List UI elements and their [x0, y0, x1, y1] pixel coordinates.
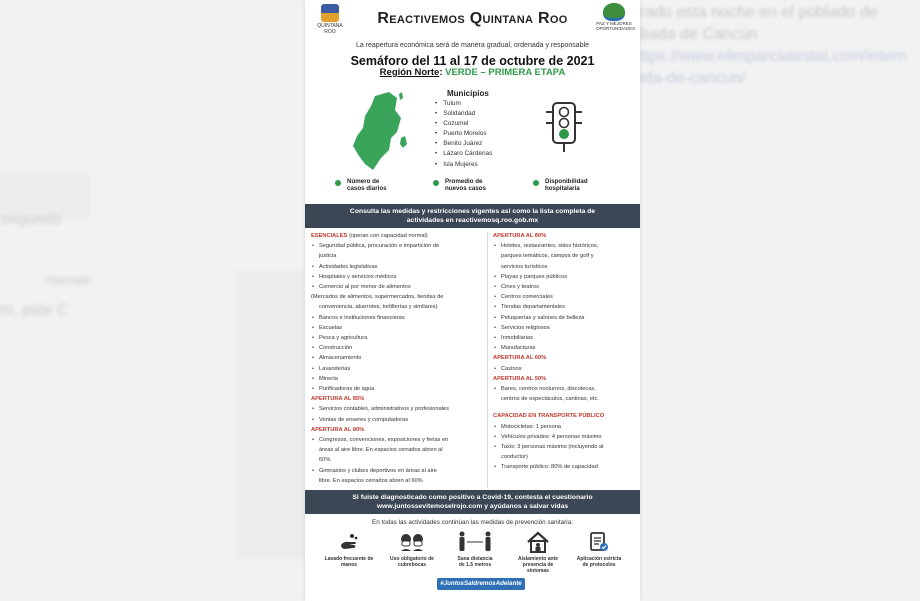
indicator-daily-cases: Número de casos diarios: [347, 178, 387, 192]
list-item: • Comercio al por menor de alimentos: [311, 282, 483, 292]
region-map-icon: [345, 88, 420, 178]
list-item: conductor): [501, 454, 528, 461]
column-divider: [487, 232, 488, 488]
blurred-background-left: [0, 0, 305, 601]
list-item: • Seguridad pública, procuración e impartición de: [311, 241, 483, 251]
list-item: (Mercados de alimentos, supermercados, tiendas de: [311, 294, 444, 301]
left-activities-column: ESENCIALES (operan con capacidad normal) • Seguridad pública, procuración e impartición de justicia • Actividades legislativas • Hospitales y servicios médicos • Comercio al por menor de alimentos (Mercados de alimentos, supermercados, tiendas de conveniencia, abarrotes, tortillerías y similares) • Bancos e instituciones financieras • Escuelas • Pesca y agricultura • Construcción • Almacenamiento • Lavanderías • Minería • Purificadoras de agua APERTURA AL 85% • Servicios contables, administrativos y profesionales • Ventas de enseres y computadoras APERTURA AL 80% • Congresos, convenciones, exposiciones y ferias en áreas al aire libre. En espacios cerrados abren al 60% • Gimnasios y clubes deportivos en áreas al aire libre. En espacios cerrados abren al 60%: [311, 231, 483, 486]
bg-link[interactable]: ida-de-cancun/: [640, 70, 746, 87]
section-heading: CAPACIDAD EN TRANSPORTE PÚBLICO: [493, 413, 605, 420]
bg-text: bada de Cancún: [640, 26, 758, 43]
list-item: • Transporte público: 80% de capacidad: [493, 462, 633, 472]
list-item: • Manufacturas: [493, 343, 633, 353]
indicator-hospital: Disponibilidad hospitalaria: [545, 178, 588, 192]
section-heading: ESENCIALES: [311, 233, 348, 239]
bg-text: segundo: [0, 211, 62, 228]
municipios-title: Municipios: [447, 89, 489, 98]
section-heading: APERTURA AL 60%: [493, 355, 547, 362]
prevention-item: Sana distancia de 1.5 metros: [445, 531, 505, 569]
house-icon: [526, 531, 550, 553]
list-item: • Hoteles, restaurantes, sitios históricos,: [493, 241, 633, 251]
bg-text: rado esta noche en el poblado de: [640, 4, 878, 21]
list-item: • Actividades legislativas: [311, 262, 483, 272]
checklist-icon: [588, 531, 610, 553]
list-item: • Cines y teatros: [493, 282, 633, 292]
list-item: • Puerto Morelos: [435, 129, 492, 139]
list-item: • Ventas de enseres y computadoras: [311, 415, 483, 425]
list-item: • Pesca y agricultura: [311, 333, 483, 343]
poster-subtitle: La reapertura económica será de manera gradual, ordenada y responsable: [355, 42, 590, 49]
list-item: centros de espectáculos, cantinas, etc.: [501, 396, 600, 403]
traffic-light-icon: [545, 102, 583, 154]
section-heading: APERTURA AL 80%: [493, 233, 547, 239]
prevention-item: Aislamiento ante presencia de síntomas: [508, 531, 568, 574]
hashtag-badge: #JuntosSaldremosAdelante: [437, 578, 525, 590]
covid-questionnaire-banner: Si fuiste diagnosticado como positivo a Covid-19, contesta el cuestionario www.juntossevitemoselrojo.com y ayúdanos a salvar vidas: [305, 490, 640, 514]
region-status: Región Norte: VERDE – PRIMERA ETAPA: [379, 67, 566, 78]
bg-link[interactable]: ttps://www.elimparcialestal.com/intern: [640, 48, 907, 65]
right-activities-column: [493, 231, 633, 473]
list-item: • Minería: [311, 374, 483, 384]
list-item: 60%: [319, 457, 331, 464]
poster: [305, 0, 640, 601]
section-heading: APERTURA AL 80%: [311, 426, 365, 433]
blurred-background-right: [640, 0, 920, 120]
list-item: • Escuelas: [311, 323, 483, 333]
paz-oportunidades-logo: PAZ Y MEJORES OPORTUNIDADES: [596, 3, 632, 35]
list-item: • Tiendas departamentales: [493, 302, 633, 312]
list-item: • Servicios religiosos: [493, 323, 633, 333]
handwash-icon: [338, 531, 360, 553]
list-item: áreas al aire libre. En espacios cerrados abren al: [319, 447, 443, 454]
list-item: • Centros comerciales: [493, 292, 633, 302]
list-item: • Casinos: [493, 364, 633, 374]
face-mask-icon: [399, 531, 425, 553]
poster-title: Reactivemos Quintana Roo: [377, 10, 568, 27]
list-item: • Almacenamiento: [311, 353, 483, 363]
section-heading: APERTURA AL 50%: [493, 375, 547, 382]
list-item: • Gimnasios y clubes deportivos en áreas al aire: [311, 466, 483, 476]
prevention-item: Lavado frecuente de manos: [319, 531, 379, 569]
list-item: • Benito Juárez: [435, 139, 492, 149]
list-item: • Bancos e instituciones financieras: [311, 313, 483, 323]
list-item: • Servicios contables, administrativos y profesionales: [311, 404, 483, 414]
list-item: • Lázaro Cárdenas: [435, 149, 492, 159]
list-item: • Tulum: [435, 99, 492, 109]
region-color: VERDE – PRIMERA ETAPA: [445, 67, 566, 78]
semaforo-date: Semáforo del 11 al 17 de octubre de 2021: [350, 54, 595, 68]
list-item: • Hospitales y servicios médicos: [311, 272, 483, 282]
municipios-list: [435, 99, 492, 170]
list-item: • Isla Mujeres: [435, 160, 492, 170]
list-item: • Lavanderías: [311, 364, 483, 374]
list-item: parques temáticos, campos de golf y: [501, 253, 594, 260]
prevention-item: Uso obligatorio de cubrebocas: [382, 531, 442, 569]
prevention-title: En todas las actividades continúan las medidas de prevención sanitaria:: [372, 519, 573, 526]
list-item: • Peluquerías y salones de belleza: [493, 313, 633, 323]
list-item: • Purificadoras de agua: [311, 384, 483, 394]
list-item: • Taxis: 3 personas máximo (incluyendo al: [493, 442, 633, 452]
list-item: • Vehículos privados: 4 personas máximo: [493, 432, 633, 442]
list-item: • Construcción: [311, 343, 483, 353]
region-label: Región Norte: [379, 67, 440, 78]
list-item: servicios turísticos: [501, 263, 548, 270]
list-item: • Solidaridad: [435, 109, 492, 119]
list-item: • Cozumel: [435, 119, 492, 129]
list-item: conveniencia, abarrotes, tortillerías y similares): [319, 304, 438, 311]
list-item: • Motocicletas: 1 persona: [493, 422, 633, 432]
prevention-item: Aplicación estricta de protocolos: [569, 531, 629, 569]
list-item: • Inmobiliarias: [493, 333, 633, 343]
bg-text: to, pide C: [0, 302, 69, 319]
distance-icon: [457, 531, 493, 553]
list-item: libre. En espacios cerrados abren al 60%: [319, 477, 423, 484]
indicator-new-cases: Promedio de nuevos casos: [445, 178, 486, 192]
list-item: justicia: [319, 253, 337, 260]
section-heading: APERTURA AL 85%: [311, 396, 365, 403]
quintana-roo-logo: QUINTANA ROO: [313, 4, 347, 34]
list-item: • Playas y parques públicos: [493, 272, 633, 282]
info-banner: Consulta las medidas y restricciones vigentes así como la lista completa de actividades en reactivemosq.roo.gob.mx: [305, 204, 640, 228]
bg-text: nternet: [46, 272, 90, 288]
list-item: • Congresos, convenciones, exposiciones y ferias en: [311, 435, 483, 445]
list-item: • Bares, centros nocturnos, discotecas,: [493, 384, 633, 394]
